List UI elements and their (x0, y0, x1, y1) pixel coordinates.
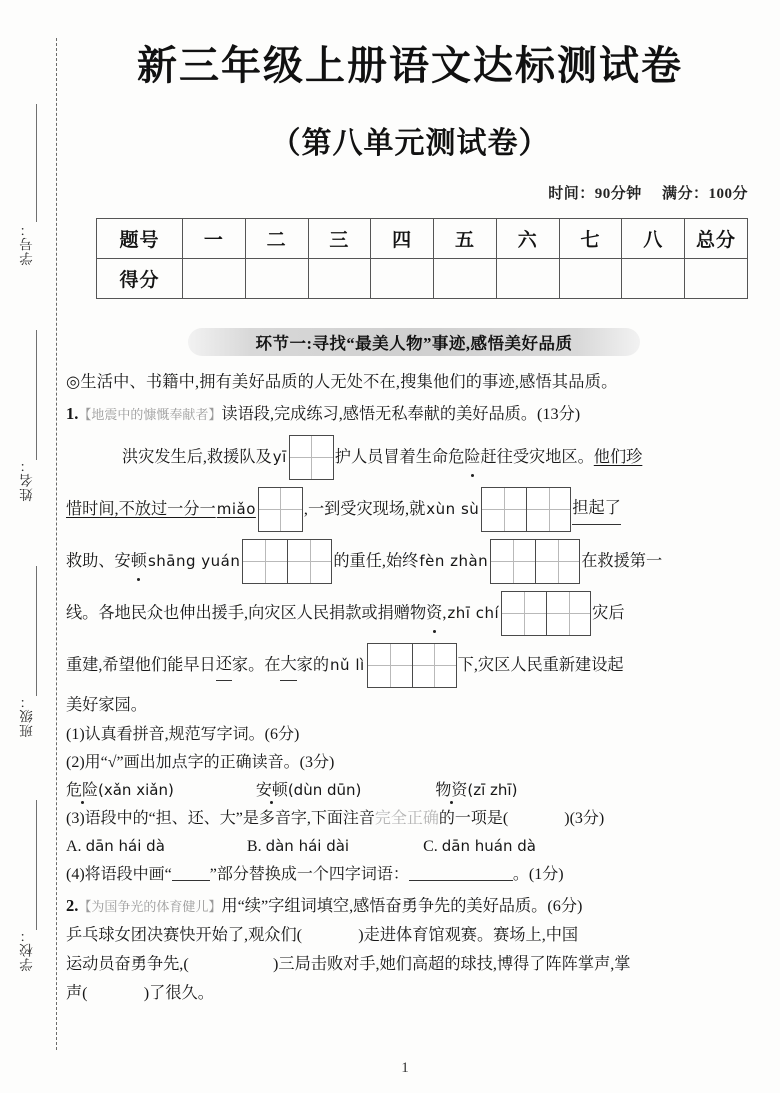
table-row-scores (97, 259, 748, 299)
sub-3-text-b: 的一项是( (438, 810, 509, 827)
pron-options-3[interactable]: (zī zhī) (467, 781, 518, 799)
sub-1-label: (1) (66, 726, 85, 743)
q2-l1-b: )走进体育馆观赛。赛场上,中国 (358, 926, 579, 944)
q2-line-1 (66, 921, 766, 950)
q2-blank-1[interactable] (302, 926, 358, 944)
passage-line-2 (66, 483, 766, 535)
question-1-sub-3-options (66, 833, 766, 860)
answer-grid-box[interactable] (501, 591, 591, 636)
exam-meta (532, 182, 748, 203)
answer-grid-box[interactable] (481, 487, 571, 532)
answer-grid-box[interactable] (490, 539, 580, 584)
passage-l2-c: 担起了 (572, 494, 621, 525)
score-cell-8[interactable] (622, 259, 685, 299)
margin-label-class: 班级： (20, 694, 35, 738)
score-cell-6[interactable] (496, 259, 559, 299)
passage-line-4 (66, 587, 766, 639)
pron-item-3[interactable] (435, 782, 517, 799)
option-b-pinyin: dàn hái dài (265, 837, 350, 855)
score-cell-1[interactable] (183, 259, 246, 299)
pronunciation-choice-row (66, 777, 766, 804)
wavy-char-huan: 还 (216, 650, 232, 681)
q2-l3-b: )了很久。 (143, 984, 214, 1002)
emphasis-char-xian: 险 (464, 443, 480, 472)
lead-text: ◎生活中、书籍中,拥有美好品质的人无处不在,搜集他们的事迹,感悟其品质。 (66, 373, 618, 391)
score-table (96, 218, 748, 299)
question-1-prompt: 读语段,完成练习,感悟无私奉献的美好品质。(13分) (221, 405, 581, 423)
score-cell-3[interactable] (308, 259, 371, 299)
sub-4-label: (4) (66, 866, 85, 883)
passage-l5-d: 下,灾区人民重新建设起 (457, 655, 624, 674)
sub-4-text-c: 。(1分) (512, 866, 564, 883)
passage-l3-b: 的重任,始终 (333, 551, 419, 570)
passage-l1-pinyin: yī (272, 447, 287, 466)
q2-line-3 (66, 979, 766, 1008)
exam-content (66, 368, 766, 1008)
margin-rule-3 (36, 566, 37, 696)
row-header-score: 得分 (97, 259, 183, 299)
fold-dashed-line (56, 38, 57, 1050)
sub-1-text: 认真看拼音,规范写字词。(6分) (84, 726, 300, 743)
total-score-label: 满分：100分 (661, 186, 748, 202)
passage-l5-pinyin: nǔ lì (330, 655, 365, 674)
page-subtitle: （第八单元测试卷） (270, 127, 550, 160)
sub-3-gray-emphasis: 完全正确 (374, 810, 439, 827)
score-cell-7[interactable] (559, 259, 622, 299)
passage-l5-c: 家的 (296, 655, 330, 674)
question-1-passage (66, 431, 766, 720)
passage-l4-pinyin: zhī chí (447, 603, 500, 622)
col-7: 七 (559, 219, 622, 259)
passage-l3-pinyin-2: fèn zhàn (419, 551, 489, 570)
question-1-sub-4 (66, 861, 766, 888)
col-2: 二 (245, 219, 308, 259)
passage-l1-b: 护人员冒着生命危 (334, 447, 465, 466)
q2-blank-2[interactable] (189, 955, 273, 973)
col-1: 一 (183, 219, 246, 259)
passage-l3-a: 救助、安 (66, 551, 131, 570)
emphasis-char-zi: 资 (426, 599, 442, 628)
question-2-heading (66, 891, 766, 921)
col-3: 三 (308, 219, 371, 259)
sub-3-text-a: 语段中的“担、还、大”是多音字,下面注音 (84, 810, 375, 827)
sub-3-answer-blank[interactable] (508, 810, 564, 827)
margin-rule-2 (36, 330, 37, 460)
q2-l2-a: 运动员奋勇争先,( (66, 955, 189, 973)
row-header-question: 题号 (97, 219, 183, 259)
question-1-sub-3 (66, 805, 766, 832)
passage-line-1 (66, 431, 766, 483)
option-a-letter: A. (66, 838, 82, 855)
table-row-question-numbers (97, 219, 748, 259)
answer-grid-box[interactable] (367, 643, 457, 688)
option-c-pinyin: dān huán dà (441, 837, 536, 855)
sub-2-text: 用“√”画出加点字的正确读音。(3分) (84, 754, 335, 771)
passage-l3-c: 在救援第一 (581, 551, 663, 570)
passage-l5-b: 家。在 (231, 655, 281, 674)
passage-l1-underlined: 他们珍 (593, 447, 643, 466)
question-1-sub-1 (66, 721, 766, 748)
option-c[interactable] (423, 833, 536, 860)
passage-line-6: 美好家园。 (66, 696, 147, 714)
col-4: 四 (371, 219, 434, 259)
page-number: 1 (401, 1060, 409, 1076)
question-1-heading (66, 399, 766, 429)
sub-4-text-a: 将语段中画“ (84, 866, 172, 883)
sub-4-inline-blank (172, 867, 210, 881)
passage-l2-pinyin-2: xùn sù (426, 499, 480, 518)
col-8: 八 (622, 219, 685, 259)
answer-grid-box[interactable] (289, 435, 334, 480)
passage-l5-a: 重建,希望他们能早日 (66, 655, 216, 674)
sub-4-text-b: ”部分替换成一个四字词语： (209, 866, 409, 883)
passage-l1-a: 洪灾发生后,救援队及 (122, 447, 272, 466)
pron-item-2[interactable] (256, 782, 436, 799)
col-total: 总分 (685, 219, 748, 259)
passage-l2-pinyin: miǎo (216, 499, 256, 518)
question-1-number: 1. (66, 404, 79, 423)
score-cell-2[interactable] (245, 259, 308, 299)
q2-line-2 (66, 950, 766, 979)
margin-label-name: 姓名： (20, 458, 35, 502)
question-1-tag: 【地震中的慷慨奉献者】 (78, 407, 222, 422)
passage-l1-c: 赶往受灾地区。 (480, 447, 594, 466)
section-banner: 环节一:寻找“最美人物”事迹,感悟美好品质 (188, 328, 640, 356)
passage-l4-b: , (442, 603, 447, 622)
sub-4-answer-blank[interactable] (409, 867, 513, 881)
question-2-number: 2. (66, 896, 79, 915)
pron-item-1[interactable] (66, 782, 256, 799)
margin-label-student-id: 学号： (20, 222, 35, 266)
passage-line-3 (66, 535, 766, 587)
question-2-tag: 【为国争光的体育健儿】 (78, 899, 222, 914)
option-b-letter: B. (246, 838, 262, 855)
question-2-prompt: 用“续”字组词填空,感悟奋勇争先的美好品质。(6分) (221, 897, 583, 915)
option-a[interactable] (66, 833, 247, 860)
passage-l3-pinyin: shāng yuán (147, 551, 241, 570)
margin-rule-4 (36, 800, 37, 930)
passage-l4-a: 线。各地民众也伸出援手,向灾区人民捐款或捐赠物 (66, 603, 427, 622)
q2-l2-b: )三局击败对手,她们高超的球技,博得了阵阵掌声,掌 (273, 955, 631, 973)
pron-word-3: 物资 (435, 782, 468, 799)
pron-options-2[interactable]: (dùn dūn) (287, 781, 362, 799)
passage-l2-underlined: 惜时间,不放过一分一 (66, 499, 216, 518)
option-b[interactable] (247, 833, 423, 860)
col-5: 五 (434, 219, 497, 259)
option-a-pinyin: dān hái dà (85, 837, 165, 855)
option-c-letter: C. (423, 838, 438, 855)
q2-l3-a: 声( (66, 984, 88, 1002)
time-label: 时间：90分钟 (548, 186, 642, 202)
sub-3-label: (3) (66, 810, 85, 827)
answer-grid-box[interactable] (242, 539, 332, 584)
sub-2-label: (2) (66, 754, 85, 771)
pron-word-2: 安顿 (255, 782, 288, 799)
wavy-char-da: 大 (280, 650, 296, 681)
question-2-body (66, 921, 766, 1008)
margin-label-school: 学校： (20, 928, 35, 972)
q2-l1-a: 乒乓球女团决赛快开始了,观众们( (66, 926, 303, 944)
pron-options-1[interactable]: (xǎn xiǎn) (98, 781, 174, 799)
q2-blank-3[interactable] (88, 984, 144, 1002)
pron-word-1: 危险 (66, 782, 99, 799)
col-6: 六 (496, 219, 559, 259)
passage-l2-b: ,一到受灾现场,就 (303, 499, 426, 518)
passage-l4-c: 灾后 (592, 603, 625, 622)
score-cell-total[interactable] (685, 259, 748, 299)
sub-3-text-c: )(3分) (564, 810, 605, 827)
score-cell-4[interactable] (371, 259, 434, 299)
score-cell-5[interactable] (434, 259, 497, 299)
passage-line-5 (66, 639, 766, 691)
page-title: 新三年级上册语文达标测试卷 (137, 43, 683, 88)
emphasis-char-dun: 顿 (131, 547, 147, 576)
question-1-sub-2 (66, 749, 766, 776)
answer-grid-box[interactable] (258, 487, 303, 532)
